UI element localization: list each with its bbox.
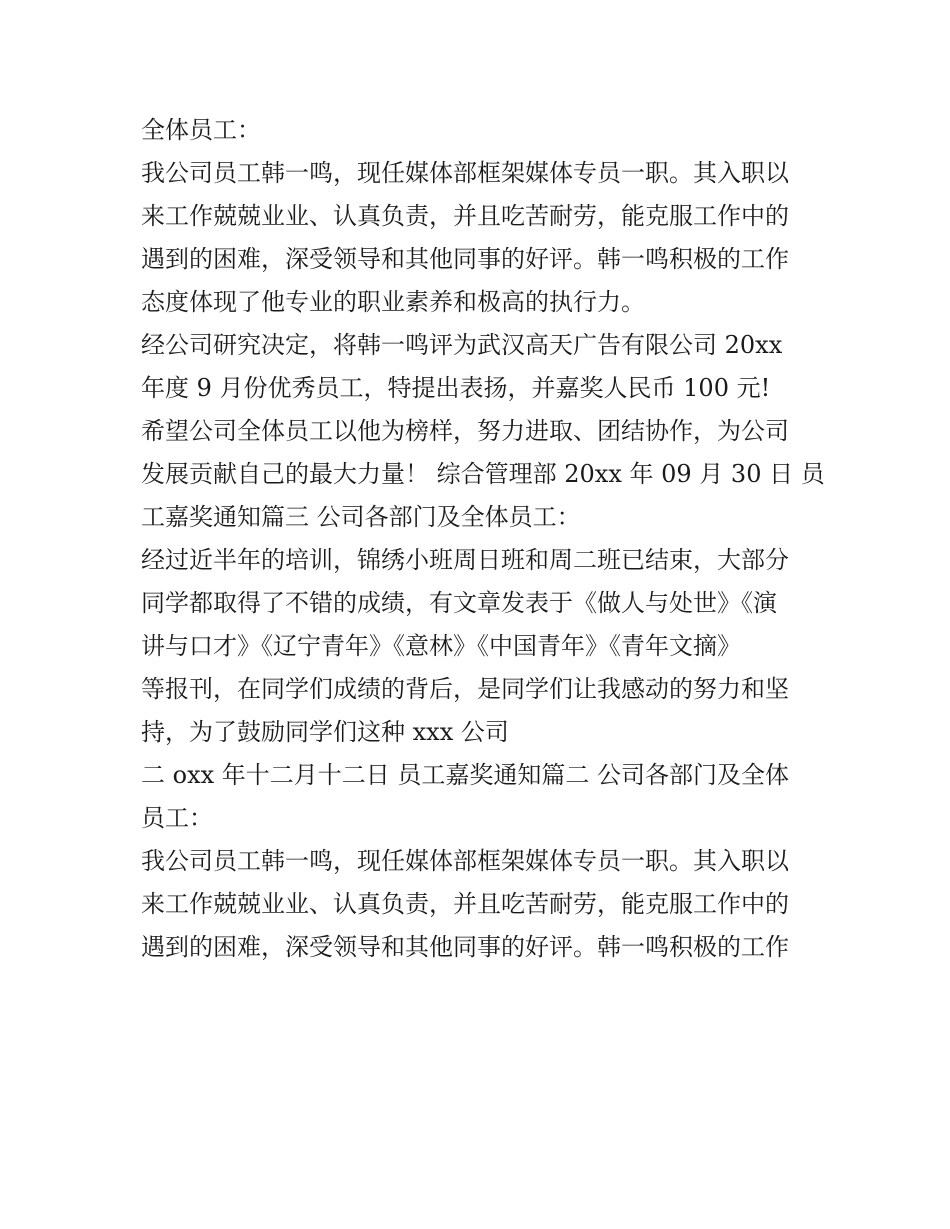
text-line: 来工作兢兢业业、认真负责，并且吃苦耐劳，能克服工作中的 (141, 202, 789, 230)
text-line: 希望公司全体员工以他为榜样，努力进取、团结协作，为公司 (141, 417, 789, 445)
text-line: 讲与口才》《辽宁青年》《意林》《中国青年》《青年文摘》 (141, 632, 741, 660)
text-line: 经公司研究决定，将韩一鸣评为武汉高天广告有限公司 20xx (141, 331, 783, 359)
document-body (141, 109, 825, 969)
text-line: 遇到的困难，深受领导和其他同事的好评。韩一鸣积极的工作 (141, 245, 789, 273)
text-line: 持，为了鼓励同学们这种 xxx 公司 (141, 718, 509, 746)
text-line: 我公司员工韩一鸣，现任媒体部框架媒体专员一职。其入职以 (141, 159, 789, 187)
text-line: 等报刊，在同学们成绩的背后，是同学们让我感动的努力和坚 (141, 675, 789, 703)
text-line: 二 oxx 年十二月十二日 员工嘉奖通知篇二 公司各部门及全体 (141, 761, 790, 789)
text-line: 经过近半年的培训，锦绣小班周日班和周二班已结束，大部分 (141, 546, 789, 574)
text-line: 年度 9 月份优秀员工，特提出表扬，并嘉奖人民币 100 元! (141, 374, 771, 402)
text-line: 我公司员工韩一鸣，现任媒体部框架媒体专员一职。其入职以 (141, 847, 789, 875)
text-line: 遇到的困难，深受领导和其他同事的好评。韩一鸣积极的工作 (141, 933, 789, 961)
text-line: 全体员工： (141, 116, 261, 144)
text-line: 员工： (141, 804, 213, 832)
text-line: 发展贡献自己的最大力量！ 综合管理部 20xx 年 09 月 30 日 员 (141, 460, 825, 488)
text-line: 同学都取得了不错的成绩，有文章发表于《做人与处世》《演 (141, 589, 777, 617)
text-line: 态度体现了他专业的职业素养和极高的执行力。 (141, 288, 645, 316)
text-line: 工嘉奖通知篇三 公司各部门及全体员工： (141, 503, 581, 531)
text-line: 来工作兢兢业业、认真负责，并且吃苦耐劳，能克服工作中的 (141, 890, 789, 918)
